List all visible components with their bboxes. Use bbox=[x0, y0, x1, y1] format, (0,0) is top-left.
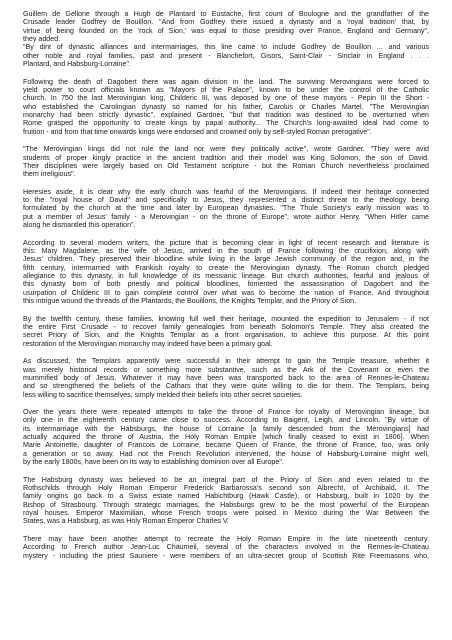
paragraph-4 bbox=[23, 145, 429, 178]
text-line: less willing to sacrifice themselves, simply melded their beliefs into other secret societies. bbox=[23, 390, 303, 399]
text-line: allegiance to this dynasty, in full knowledge of its messianic lineage. But church authorities, fearful and jealous of bbox=[23, 272, 429, 281]
paragraph-8 bbox=[23, 357, 429, 399]
paragraph-9 bbox=[23, 408, 429, 466]
text-line: fifth century, intermarried with Frankish royalty to create the Merovingian dynasty. The Roman church pledged bbox=[23, 263, 429, 272]
text-line: formulated by the church at the time and later by European dynasties. "The Thule Society's early mission was to bbox=[23, 204, 429, 213]
paragraph-gap bbox=[23, 526, 429, 535]
text-line: Following the death of Dagobert there was again division in the land. The surviving Merovingians were forced to bbox=[23, 77, 429, 86]
paragraph-gap bbox=[23, 399, 429, 408]
text-line: Crusade leader Godfrey de Bouillon. "And from Godfrey there issued a dynasty and a 'royal tradition' that, by bbox=[23, 18, 429, 27]
text-line: Jesus' children. They preserved their bloodline while living in the large Jewish community of the region and, in the bbox=[23, 255, 429, 264]
text-line: Rothschilds through Holy Roman Emperor Frederick Barbarossa's second son Albrecht, of Archibald, II. The bbox=[23, 484, 429, 492]
paragraph-3 bbox=[23, 78, 429, 136]
paragraph-1 bbox=[23, 10, 429, 43]
paragraph-gap bbox=[23, 348, 429, 357]
text-line: to the "royal house of David" and specifically to Jesus, they represented a distinct threat to the theology being bbox=[23, 196, 429, 205]
text-line: this: Mary Magdalene, as the wife of Jesus, arrived in the south of France following the crucifixion, along with bbox=[23, 247, 429, 255]
text-line: There may have been another attempt to recreate the Holy Roman Empire in the late nineteenth century. bbox=[23, 534, 429, 543]
text-line: "The Merovingian kings did not rule the land nor were they politically active", wrote Gardner. "They were avid bbox=[23, 145, 429, 154]
text-line: actually acquired the throne of Austria, the Holy Roman Empire [which finally ceased to exist in 1806]. When bbox=[23, 433, 429, 442]
text-line: was merely historical records or something more substantive, such as the Ark of the Covenant or even the bbox=[23, 365, 429, 374]
text-line: According to French author Jean-Luc Chaumeil, several of the characters involved in the Rennes-le-Chateau bbox=[23, 543, 429, 552]
paragraph-gap bbox=[23, 179, 429, 188]
text-line: this dynasty born of both priestly and political bloodlines, fomented the assassination of Dagobert and the bbox=[23, 280, 429, 289]
text-line: and so strengthened the beliefs of the Cathars that they were quite willing to die for them. The Templars, being bbox=[23, 382, 429, 391]
paragraph-gap bbox=[23, 136, 429, 145]
text-line: Marie Antoinette, daughter of Francois de Lorraine, became Queen of France, the throne of France, too, was only bbox=[23, 441, 429, 450]
text-line: Their disciplines were largely based on Old Testament scripture - but the Roman Church nevertheless proclaimed bbox=[23, 161, 429, 170]
text-line: Plantard, and Habsburg-Lorraine". bbox=[23, 60, 131, 69]
text-line: According to several modern writers, the picture that is becoming clear in light of recent research and literature is bbox=[23, 238, 429, 247]
text-line: mystery - including the priest Sauniere - were members of an ultra-secret group of Scottish Rite Freemasons who, bbox=[23, 551, 429, 560]
paragraph-10 bbox=[23, 476, 429, 526]
text-line: by the early 1800s, have been on its way to establishing dominion over all Europe". bbox=[23, 458, 284, 467]
text-line: yield power to court officials known as "Mayors of the Palace", known to be under the control of the Catholic bbox=[23, 85, 429, 94]
paragraph-5 bbox=[23, 188, 429, 230]
text-line: monarchy had been strictly dynastic", explained Gardner, "but that tradition was destined to be overturned when bbox=[23, 110, 429, 119]
paragraph-gap bbox=[23, 68, 429, 77]
text-line: students of proper kingly practice in the ancient tradition and their model was King Solomon, the son of David. bbox=[23, 153, 429, 162]
text-line: restoration of the Merovingian monarchy may indeed have been a primary goal. bbox=[23, 339, 273, 348]
paragraph-2 bbox=[23, 43, 429, 68]
text-line: Bishop of Strasbourg. Through strategic marriages, the Habsburgs grew to be the most powerful of the European bbox=[23, 500, 429, 509]
paragraph-gap bbox=[23, 229, 429, 238]
text-line: they added. bbox=[23, 35, 61, 44]
text-line: virtue of being founded on the 'rock of Sion,' was equal to those presiding over France, England and Germany", bbox=[23, 26, 429, 35]
text-line: secret Priory of Sion, and the Knights Templar as a front organisation, to achieve this purpose. At this point bbox=[23, 331, 429, 340]
text-line: this intrigue wound the threads of the Plantards, the Bouillons, the Knights Templar, and the Priory of Sion. bbox=[23, 297, 357, 306]
text-line: mummified body of Jesus. Whatever it may have been was transported back to the area of Rennes-le-Chateau bbox=[23, 373, 429, 382]
text-line: church. In 750 the last Merovingian king, Childeric III, was deposed by one of these mayors - Pepin III the Short - bbox=[23, 94, 429, 103]
paragraph-11 bbox=[23, 535, 429, 560]
paragraph-gap bbox=[23, 305, 429, 314]
text-line: fruition - and from that time onwards kings were endorsed and crowned only by self-styled Roman prerogative". bbox=[23, 127, 372, 136]
text-line: By the twelfth century, these families, knowing full well their heritage, mounted the expedition to Jerusalem - if not bbox=[23, 314, 429, 323]
text-line: The Habsburg dynasty was believed to be an integral part of the Priory of Sion and even related to the bbox=[23, 475, 429, 484]
text-line: along he dismantled this operation". bbox=[23, 221, 136, 230]
text-line: royal houses. Emperor Maximilian, whose French troops were poised in Mexico during the War Between the bbox=[23, 509, 429, 518]
text-line: usurpation of Childeric III to gain complete control over what was to become the nation of France. And throughout bbox=[23, 288, 429, 297]
text-line: "By dint of dynastic alliances and intermarriages, this line came to include Godfrey de Bouillon ... and various bbox=[23, 43, 429, 52]
text-line: States, was a Habsburg, as was Holy Roman Emperor Charles V. bbox=[23, 517, 229, 526]
text-line: As discussed, the Templars apparently were successful in their attempt to gain the Temple treasure, whether it bbox=[23, 357, 429, 366]
text-line: Guillem de Gellone through a Hugh de Plantard to Eustache, first count of Boulogne and the grandfather of the bbox=[23, 10, 429, 18]
text-line: family origins go back to a Swiss estate named Habichtburg (Hawk Castle), or Habsburg, built in 1020 by the bbox=[23, 492, 429, 501]
text-line: only one in the eighteenth century came close to success. According to Baigent, Leigh, and Lincoln, "By virtue of bbox=[23, 416, 429, 425]
text-line: them irreligious". bbox=[23, 170, 76, 179]
text-line: Rome grasped the opportunity to create kings by papal authority... The Church's long-awaited ideal had come to bbox=[23, 119, 429, 128]
text-line: the entire First Crusade - to recover family genealogies from beneath Solomon's Temple. They also created the bbox=[23, 322, 429, 331]
text-line: Over the years there were repeated attempts to take the throne of France for royalty of Merovingian lineage, but bbox=[23, 408, 429, 417]
text-line: its intermarriage with the Habsburgs, the house of Lorraine [a family descended from the Merovingians] had bbox=[23, 424, 429, 433]
text-line: put a member of Jesus' family - a Merovingian - on the throne of Europe", wrote author Henry. "When Hitler came bbox=[23, 212, 429, 221]
paragraph-6 bbox=[23, 239, 429, 306]
paragraph-gap bbox=[23, 466, 429, 475]
text-line: other noble and royal families, past and present - Blanchefort, Gisors, Saint-Clair - Sinclair in England . . . bbox=[23, 51, 429, 60]
text-line: a generation or so away. Had not the French Revolution intervened, the house of Habsburg-Lorraine might well, bbox=[23, 449, 429, 458]
paragraph-7 bbox=[23, 315, 429, 348]
text-line: Heresies aside, it is clear why the early church was fearful of the Merovingians. If indeed their heritage connected bbox=[23, 187, 429, 196]
text-line: who established the Carolingian dynasty so named for his father, Carolus or Charles Martel. "The Merovingian bbox=[23, 102, 429, 111]
